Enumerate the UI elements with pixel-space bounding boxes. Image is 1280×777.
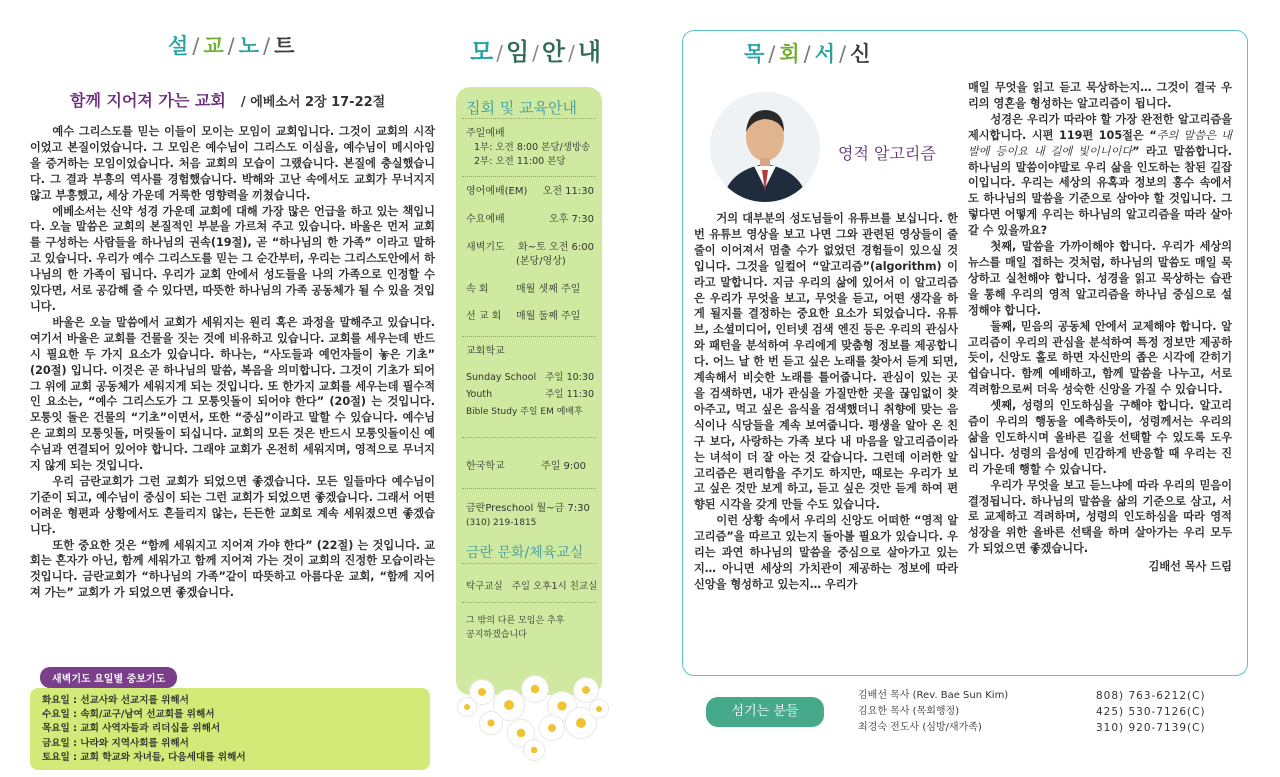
letter-paragraph: 이런 상황 속에서 우리의 신앙도 어떠한 “영적 알고리즘”을 따르고 있는지 돌아볼 필요가 있습니다. 우리는 과연 하나님의 말씀을 중심으로 살아가고 있는지… 아니면 세상의 가치관이 제공하는 정보에 따라 신앙을 형성하고 있는지… 우리가 xyxy=(694,514,958,591)
meetings-heading: 집회 및 교육안내 xyxy=(466,99,577,117)
preschool xyxy=(466,502,598,530)
dawn-prayer xyxy=(466,241,596,269)
church-school-heading: 교회학교 xyxy=(466,346,505,357)
prayer-item: 토요일 : 교회 학교와 자녀들, 다음세대를 위해서 xyxy=(42,751,246,763)
letter-paragraph: 매일 무엇을 읽고 듣고 묵상하는지… 그것이 결국 우리의 영혼을 형성하는 알고리즘이 됩니다. xyxy=(968,81,1232,110)
letter-title-char-2: 회 xyxy=(779,42,801,66)
table-tennis-time: 주일 오후1시 친교실 xyxy=(511,581,598,592)
sunday-label: 주일예배 xyxy=(466,128,505,139)
staff-list xyxy=(858,688,1088,736)
sunday-second: 2부: 오전 11:00 본당 xyxy=(474,156,566,167)
wednesday-time: 오후 7:30 xyxy=(549,214,594,225)
letter-body-right xyxy=(968,80,1232,575)
letter-paragraph-text: ” 라고 말씀합니다. 하나님의 말씀이야말로 우리 삶을 인도하는 참된 길잡이입니다. 우리는 세상의 유혹과 정보의 홍수 속에서도 하나님의 말씀을 기준으로 삼아야 할 것입니다. 그렇다면 어떻게 우리는 하나님의 알고리즘을 따라 살아갈 수 있을까요? xyxy=(968,144,1233,238)
sunday-school xyxy=(466,371,598,385)
letter-paragraph-text: 성경은 우리가 따라야 할 가장 완전한 알고리즘을 제시합니다. 시편 119편 105절은 “ xyxy=(968,112,1232,142)
sermon-paragraph: 우리 금란교회가 그런 교회가 되었으면 좋겠습니다. 모든 일들마다 예수님이 기준이 되고, 예수님이 중심이 되는 그런 교회가 되었으면 좋겠습니다. 그래서 어떤 어려운 형편과 상황에서도 흔들리지 않는, 든든한 교회로 계속 세워졌으면 좋겠습니다. xyxy=(30,474,435,536)
sermon-title-char-3: 노 xyxy=(238,34,261,58)
staff-phone: 310) 920-7139(C) xyxy=(1096,722,1206,734)
ss-time: 주일 10:30 xyxy=(545,372,594,383)
letter-paragraph: 셋째, 성령의 인도하심을 구해야 합니다. 알고리즘이 우리의 행동을 예측하듯이, 성령께서는 우리의 삶을 인도하시며 올바른 길을 선택할 수 있도록 도우십니다. 성령의 음성에 민감하게 반응할 때 우리는 진리 가운데 행할 수 있습니다. xyxy=(968,399,1232,476)
wednesday-service xyxy=(466,213,596,227)
english-label: 영어예배(EM) xyxy=(466,186,528,197)
divider xyxy=(462,176,596,177)
prayer-item: 목요일 : 교회 사역자들과 리더십을 위해서 xyxy=(42,723,221,735)
divider xyxy=(462,437,596,438)
divider xyxy=(462,118,596,119)
prayer-item: 금요일 : 나라와 지역사회를 위해서 xyxy=(42,737,189,749)
staff-phones xyxy=(1096,688,1246,736)
korean-school xyxy=(466,460,596,474)
meetings-title-char-3: 안 xyxy=(541,38,567,66)
mission-meeting xyxy=(466,310,596,324)
bible-study xyxy=(466,405,598,419)
prayer-item: 수요일 : 속회/교구/남여 선교회를 위해서 xyxy=(42,709,215,721)
scripture-quote: 주의 말씀은 내 발에 등이요 내 길에 빛이니이다 xyxy=(968,128,1232,158)
divider xyxy=(462,563,596,564)
preschool-phone: (310) 219-1815 xyxy=(466,518,537,528)
cell-time: 매월 셋째 주일 xyxy=(516,284,581,295)
divider xyxy=(462,602,596,603)
letter-paragraph: 둘째, 믿음의 공동체 안에서 교제해야 합니다. 알고리즘이 우리의 관심을 분석하여 특정 정보만 제공하듯이, 신앙도 홀로 하면 자신만의 좁은 시각에 갇히기 쉽습니다. 함께 예배하고, 함께 말씀을 나누고, 서로 격려함으로써 더욱 성숙한 신앙을 가질 수 있습니다. xyxy=(968,319,1232,397)
sunday-first: 1부: 오전 8:00 본당/생방송 xyxy=(474,142,591,153)
letter-paragraph: 거의 대부분의 성도님들이 유튜브를 보십니다. 한 번 유튜브 영상을 보고 나면 그와 관련된 영상들이 줄줄이 이어져서 멈출 수가 없었던 경험들이 있으실 것입니다. 그것을 일컬어 “알고리즘”(algorithm) 이라고 말합니다. 지금 우리의 삶에 있어서 이 알고리즘은 우리가 무엇을 보고, 무엇을 듣고, 어떤 생각을 하게 될지를 결정하는 중요한 요소가 되었습니다. 유튜브, 소셜미디어, 인터넷 검색 엔진 등은 우리의 관심사와 패턴을 분석하여 우리에게 맞춤형 정보를 제공합니다. 어느 날 한 번 듣고 싶은 노래를 찾아서 듣게 되면, 계속해서 비슷한 노래를 틀어줍니다. 관심이 있는 곳을 검색하면, 내가 관심을 가질만한 곳을 끊임없이 찾아주고, 먹고 싶은 음식을 검색했더니 취향에 맞는 음식이나 식당들을 계속 보여줍니다. 평생을 알아 온 친구 보다, 사랑하는 가족 보다 내 마음을 알고리즘이라는 녀석이 더 잘 아는 것 같습니다. 그런데 이러한 알고리즘은 편리함을 주기도 하지만, 때로는 우리가 보고 싶은 것만 보게 하고, 듣고 싶은 것만 듣게 하여 편향된 시각을 갖게 만들 수도 있습니다. xyxy=(694,212,958,512)
other-meetings-note xyxy=(466,614,598,642)
youth xyxy=(466,388,598,402)
sermon-paragraph: 예수 그리스도를 믿는 이들이 모이는 모임이 교회입니다. 그것이 교회의 시작이었고 본질이었습니다. 그 모임은 예수님이 그리스도 이심을, 예수님이 메시아임을 증거하는 모임이었습니다. 처음 교회의 모습이 그랬습니다. 본질에 충실했습니다. 그 결과 부흥의 역사를 경험했습니다. 박해와 고난 속에서도 교회가 무너지지 않고 부흥했고, 세상 가운데 거룩한 영향력을 끼쳤습니다. xyxy=(30,125,435,202)
bible-time: 주일 EM 예배후 xyxy=(520,407,583,417)
letter-title-char-3: 서 xyxy=(814,42,837,66)
sunday-service xyxy=(466,127,598,169)
note-line: 공지하겠습니다 xyxy=(466,630,527,640)
dawn-time: 화~토 오전 6:00 xyxy=(518,242,594,253)
preschool-time: 월~금 7:30 xyxy=(536,503,590,514)
staff-phone: 808) 763-6212(C) xyxy=(1096,690,1206,702)
korean-time: 주일 9:00 xyxy=(541,461,586,472)
english-service xyxy=(466,185,596,199)
staff-phone: 425) 530-7126(C) xyxy=(1096,706,1206,718)
letter-section-title: 목 / 회 / 서 / 신 xyxy=(738,38,877,68)
sermon-body xyxy=(30,124,435,601)
sermon-header xyxy=(70,88,385,111)
letter-body-left xyxy=(694,211,958,593)
sermon-title-char-1: 설 xyxy=(168,34,190,58)
prayer-tag: 새벽기도 요일별 중보기도 xyxy=(40,667,177,688)
letter-paragraph: 우리가 무엇을 보고 듣느냐에 따라 우리의 믿음이 결정됩니다. 하나님의 말씀을 삶의 기준으로 삼고, 서로 교제하고 격려하며, 성령의 인도하심을 따라 영적 성장을 위한 올바른 선택을 하며 살아가는 우리 모두가 되었으면 좋겠습니다. xyxy=(968,478,1232,556)
pastor-photo xyxy=(710,92,820,202)
sermon-paragraph: 또한 중요한 것은 “함께 세워지고 지어져 가야 한다” (22절) 는 것입니다. 교회는 혼자가 아닌, 함께 세워가고 함께 지어져 가는 것이 교회의 진정한 모습이라는 것입니다. 금란교회가 “하나님의 가족”같이 따뜻하고 아름다운 교회, “함께 지어져 가는” 교회가 가 되었으면 좋겠습니다. xyxy=(30,538,435,600)
mission-time: 매월 둘째 주일 xyxy=(516,311,581,322)
letter-title-char-4: 신 xyxy=(850,42,872,66)
dawn-location: (본당/영상) xyxy=(516,256,566,267)
staff-name: 김배선 목사 (Rev. Bae Sun Kim) xyxy=(858,690,1009,701)
sermon-scripture: / 에베소서 2장 17-22절 xyxy=(240,95,386,110)
culture-heading: 금란 문화/체육교실 xyxy=(466,545,584,561)
bible-label: Bible Study xyxy=(466,407,518,417)
sermon-paragraph: 에베소서는 신약 성경 가운데 교회에 대해 가장 많은 언급을 하고 있는 책입니다. 오늘 말씀은 교회의 본질적인 부분을 가르쳐 주고 있습니다. 바울은 먼저 교회를 구성하는 사람들을 하나님의 권속(19절), 곧 “하나님의 한 가족” 이라고 말하고 있습니다. 우리가 예수 그리스도를 믿는 그 순간부터, 우리는 그리스도안에서 하나님의 한 가족이 됩니다. 우리가 교회 안에서 성도들을 나의 가족으로 인정할 수 있다면, 서로 공감해 줄 수 있다면, 따뜻한 하나님의 가족 공동체가 될 수 있을 것입니다. xyxy=(30,204,435,313)
prayer-box xyxy=(30,688,430,770)
meetings-title-char-2: 임 xyxy=(505,38,531,66)
cell-meeting xyxy=(466,283,596,297)
staff-name: 김요한 목사 (목회행정) xyxy=(858,706,960,717)
letter-title: 영적 알고리즘 xyxy=(838,144,936,163)
sermon-title-char-2: 교 xyxy=(203,34,225,58)
letter-title-char-1: 목 xyxy=(744,42,766,66)
cell-label: 속 회 xyxy=(466,284,489,295)
youth-time: 주일 11:30 xyxy=(545,389,594,400)
meetings-title-char-4: 내 xyxy=(577,38,602,66)
meetings-title-char-1: 모 xyxy=(470,38,495,66)
sermon-title-char-4: 트 xyxy=(274,34,296,58)
english-time: 오전 11:30 xyxy=(542,186,594,197)
meetings-section-title: 모 /임 /안 /내 xyxy=(470,38,602,66)
sermon-section-title: 설 / 교 / 노 / 트 xyxy=(168,34,296,58)
preschool-label: 금란Preschool xyxy=(466,503,534,514)
letter-paragraph: 첫째, 말씀을 가까이해야 합니다. 우리가 세상의 뉴스를 매일 접하는 것처럼, 하나님의 말씀도 매일 묵상하고 실천해야 합니다. 성경을 읽고 묵상하는 습관을 통해 우리의 영적 알고리즘을 하나님 중심으로 설정해야 합니다. xyxy=(968,240,1232,317)
letter-paragraph xyxy=(968,112,1232,239)
note-line: 그 밖의 다른 모임은 추후 xyxy=(466,616,565,626)
sermon-paragraph: 바울은 오늘 말씀에서 교회가 세워지는 원리 혹은 과정을 말해주고 있습니다. 여기서 바울은 교회를 건물을 짓는 것에 비유하고 있습니다. 교회를 세우는데 반드시 필요한 두 가지 요소가 있습니다. 하나는, “사도들과 예언자들이 놓은 기초” (20절) 입니다. 이것은 곧 하나님의 말씀, 복음을 의미합니다. 그것이 기초가 되어 그 위에 교회 공동체가 세워지게 되는 것입니다. 또 한가지 교회를 세우는데 필수적인 요소는, “예수 그리스도가 그 모퉁잇돌이 되어야 한다” (20절) 는 것입니다. 모퉁잇 돌은 건물의 “기초”이면서, 또한 “중심”이라고 말할 수 있습니다. 예수님은 교회의 모퉁잇돌, 머릿돌이 되십니다. 교회의 모든 것은 반드시 모퉁잇돌이신 예수님과 연결되어 있어야 합니다. 그래야 교회가 온전히 세워지며, 영적으로 무너지지 않게 되는 것입니다. xyxy=(30,315,435,473)
servers-badge: 섬기는 분들 xyxy=(706,697,824,727)
mission-label: 선 교 회 xyxy=(466,311,502,322)
staff-name: 최경숙 전도사 (심방/새가족) xyxy=(858,722,982,733)
table-tennis-label: 탁구교실 xyxy=(466,581,503,592)
divider xyxy=(462,336,596,337)
table-tennis xyxy=(466,580,600,594)
letter-signature: 김배선 목사 드림 xyxy=(1148,560,1232,574)
youth-label: Youth xyxy=(466,389,493,400)
divider xyxy=(462,488,596,489)
wednesday-label: 수요예배 xyxy=(466,214,505,225)
korean-label: 한국학교 xyxy=(466,461,505,472)
ss-label: Sunday School xyxy=(466,372,537,383)
sermon-headline: 함께 지어져 가는 교회 xyxy=(70,91,226,110)
dawn-label: 새벽기도 xyxy=(466,242,505,253)
prayer-item: 화요일 : 선교사와 선교지를 위해서 xyxy=(42,695,189,706)
